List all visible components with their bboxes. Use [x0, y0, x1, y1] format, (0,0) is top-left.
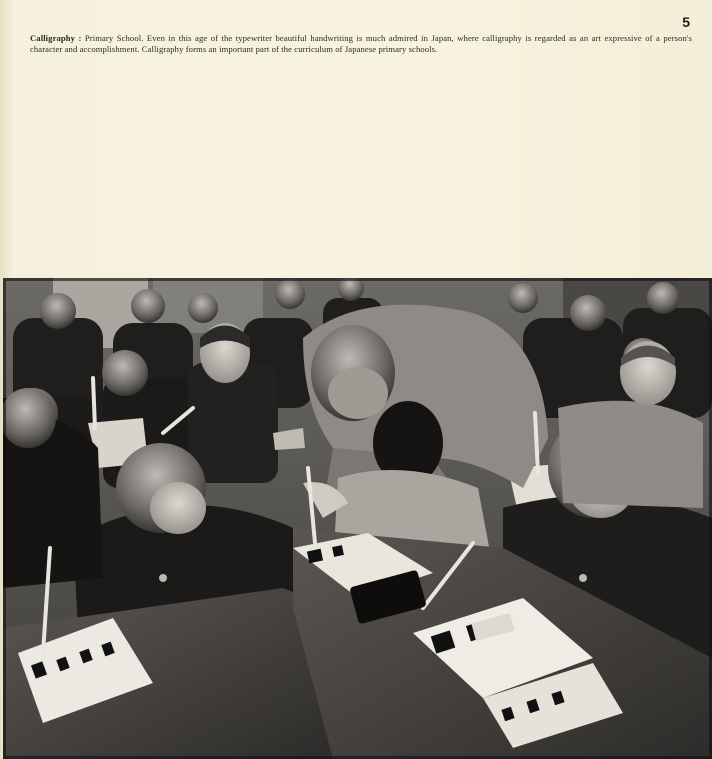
classroom-photograph: [3, 278, 712, 759]
caption-text: Primary School. Even in this age of the typewriter beautiful handwriting is much admired in Japan, where calligraphy is regarded as an art expressive of a person's character and accomplishment. Calligraphy forms an important part of the curriculum of Japanese primary schools.: [30, 33, 692, 54]
caption-title: Calligraphy :: [30, 33, 82, 43]
page-number: 5: [682, 14, 690, 30]
photo-illustration: [3, 278, 712, 759]
caption: [30, 33, 692, 55]
